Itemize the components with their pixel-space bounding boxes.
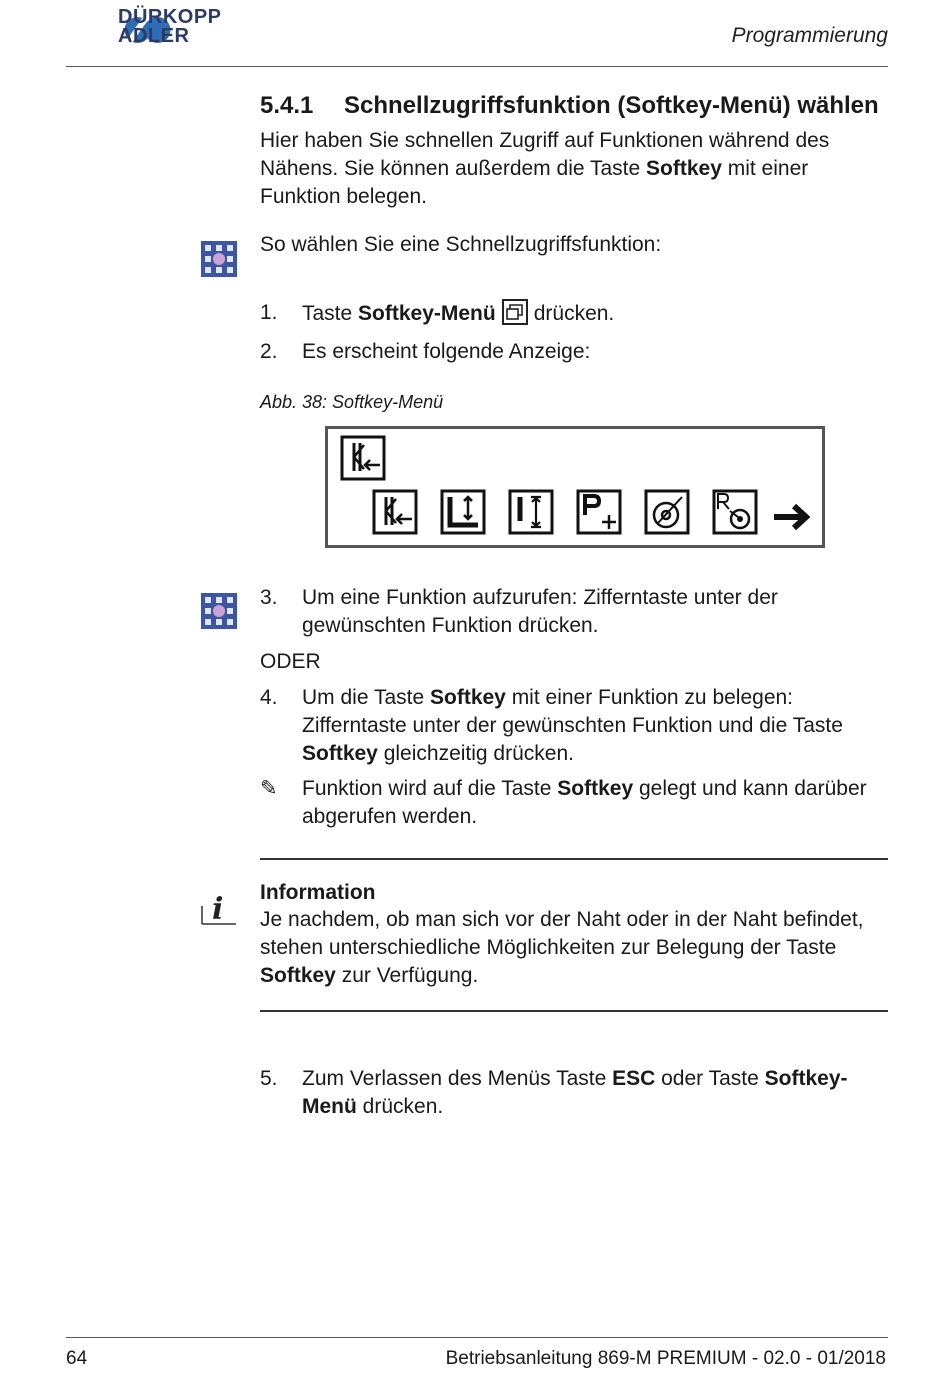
howto-text: So wählen Sie eine Schnellzugriffsfunktion: — [260, 233, 662, 256]
document-reference: Betriebsanleitung 869-M PREMIUM - 02.0 - 01/2018 — [445, 1348, 886, 1369]
step-3: 3. Um eine Funktion aufzurufen: Zifferntaste unter der gewünschten Funktion drücken. — [260, 586, 778, 637]
intro-paragraph: Hier haben Sie schnellen Zugriff auf Funktionen während des Nähens. Sie können außerdem die Taste Softkey mit einer Funktion belegen. — [260, 129, 830, 208]
step-result: ✎ Funktion wird auf die Taste Softkey gelegt und kann darüber abgerufen werden. — [260, 777, 867, 828]
oder-text: ODER — [260, 650, 321, 673]
header-divider — [66, 66, 888, 67]
figure-caption: Abb. 38: Softkey-Menü — [260, 392, 444, 412]
step-2: 2. Es erscheint folgende Anzeige: — [260, 340, 591, 363]
section-heading — [260, 92, 879, 120]
brand-name: DÜRKOPP ADLER — [118, 6, 222, 47]
foot-lift-icon — [440, 489, 486, 535]
operator-control-icon — [200, 240, 238, 278]
svg-text:i: i — [212, 892, 224, 926]
program-plus-icon — [576, 489, 622, 535]
stitch-length-icon — [508, 489, 554, 535]
result-arrow-icon: ✎ — [260, 777, 278, 800]
footer-divider — [66, 1337, 888, 1338]
softkey-menu-display — [325, 426, 825, 548]
needle-left-icon — [372, 489, 418, 535]
info-icon — [200, 886, 238, 926]
info-title: Information — [260, 881, 376, 904]
bobbin-icon — [644, 489, 690, 535]
info-text: Je nachdem, ob man sich vor der Naht oder in der Naht befindet, stehen unterschiedliche Möglichkeiten zur Belegung der Taste Softkey zur Verfügung. — [260, 908, 864, 987]
info-top-divider — [260, 858, 888, 860]
needle-left-icon — [340, 435, 386, 481]
arrow-right-icon — [772, 502, 812, 532]
step-1: 1. Taste Softkey-Menü drücken. — [260, 301, 615, 325]
step-4: 4. Um die Taste Softkey mit einer Funktion zu belegen: Zifferntaste unter der gewünschten Funktion und die Taste Softkey gleichzeitig drücken. — [260, 686, 843, 765]
header-section-title: Programmierung — [731, 24, 888, 47]
step-5: 5. Zum Verlassen des Menüs Taste ESC oder Taste Softkey-Menü drücken. — [260, 1067, 848, 1118]
section-title: Schnellzugriffsfunktion (Softkey-Menü) wählen — [344, 92, 879, 119]
bobbin-reset-icon — [712, 489, 758, 535]
page-number: 64 — [66, 1348, 88, 1369]
operator-control-icon — [200, 592, 238, 630]
softkey-menu-button-icon — [502, 299, 528, 325]
info-bottom-divider — [260, 1010, 888, 1012]
section-number: 5.4.1 — [260, 92, 314, 119]
